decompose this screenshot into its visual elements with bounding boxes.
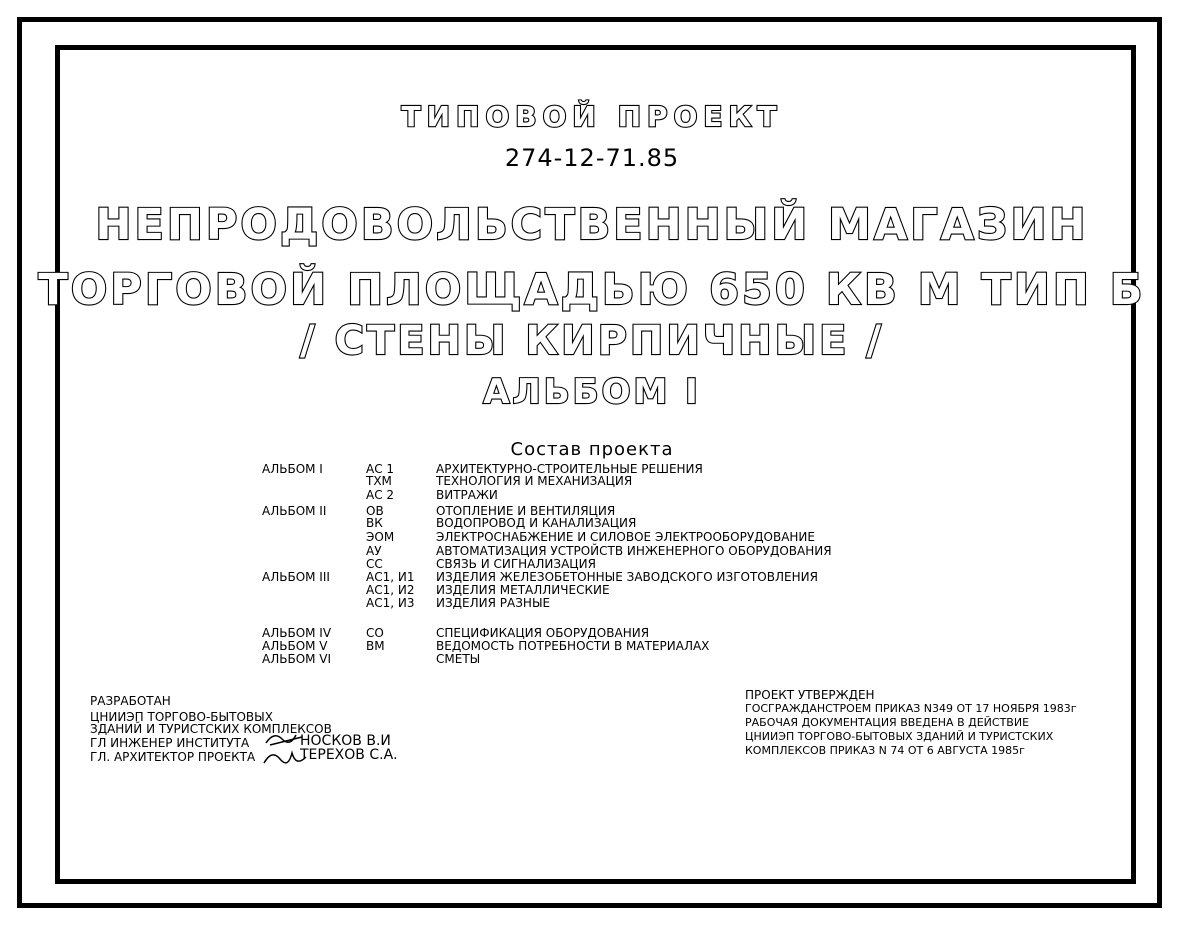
composition-desc: ИЗДЕЛИЯ ЖЕЛЕЗОБЕТОННЫЕ ЗАВОДСКОГО ИЗГОТОВЛЕНИЯ (436, 570, 818, 584)
approval-order-2: КОМПЛЕКСОВ ПРИКАЗ N 74 ОТ 6 АВГУСТА 1985г (745, 744, 1025, 757)
project-type-label: ТИПОВОЙ ПРОЕКТ (401, 100, 783, 133)
composition-desc: ЭЛЕКТРОСНАБЖЕНИЕ И СИЛОВОЕ ЭЛЕКТРООБОРУДОВАНИЕ (436, 530, 815, 544)
composition-code: СС (366, 557, 383, 571)
composition-album: АЛЬБОМ III (262, 570, 330, 584)
composition-code: ЭОМ (366, 530, 395, 544)
album-title: АЛЬБОМ I (483, 372, 701, 412)
composition-album: АЛЬБОМ IV (262, 626, 332, 640)
composition-code: ОВ (366, 504, 384, 518)
chief-engineer-role: ГЛ ИНЖЕНЕР ИНСТИТУТА (90, 736, 250, 750)
title-line-1: НЕПРОДОВОЛЬСТВЕННЫЙ МАГАЗИН (95, 200, 1089, 250)
developer-org-line2: ЗДАНИЙ И ТУРИСТСКИХ КОМПЛЕКСОВ (90, 722, 332, 736)
composition-code: АС1, И2 (366, 583, 415, 597)
composition-desc: ВОДОПРОВОД И КАНАЛИЗАЦИЯ (436, 516, 637, 530)
composition-desc: ИЗДЕЛИЯ РАЗНЫЕ (436, 596, 551, 610)
composition-code: АС 2 (366, 488, 395, 502)
project-code: 274-12-71.85 (504, 144, 680, 172)
composition-desc: ВЕДОМОСТЬ ПОТРЕБНОСТИ В МАТЕРИАЛАХ (436, 639, 710, 653)
composition-desc: ВИТРАЖИ (436, 488, 498, 502)
chief-architect-role: ГЛ. АРХИТЕКТОР ПРОЕКТА (90, 750, 256, 764)
composition-title: Состав проекта (510, 439, 674, 460)
signatures (262, 727, 310, 771)
title-line-2: ТОРГОВОЙ ПЛОЩАДЬЮ 650 КВ М ТИП Б (38, 265, 1146, 315)
developer-org-line1: ЦНИИЭП ТОРГОВО-БЫТОВЫХ (90, 710, 273, 724)
composition-album: АЛЬБОМ II (262, 504, 327, 518)
composition-code: СО (366, 626, 384, 640)
composition-code: ВМ (366, 639, 385, 653)
composition-code: ТХМ (366, 474, 392, 488)
composition-desc: АРХИТЕКТУРНО-СТРОИТЕЛЬНЫЕ РЕШЕНИЯ (436, 462, 703, 476)
chief-architect-name: ТЕРЕХОВ С.А. (300, 747, 398, 763)
composition-desc: ИЗДЕЛИЯ МЕТАЛЛИЧЕСКИЕ (436, 583, 610, 597)
composition-desc: СПЕЦИФИКАЦИЯ ОБОРУДОВАНИЯ (436, 626, 650, 640)
composition-code: АС 1 (366, 462, 395, 476)
composition-desc: АВТОМАТИЗАЦИЯ УСТРОЙСТВ ИНЖЕНЕРНОГО ОБОРУДОВАНИЯ (436, 544, 832, 558)
composition-album: АЛЬБОМ I (262, 462, 323, 476)
title-line-3: / СТЕНЫ КИРПИЧНЫЕ / (300, 318, 884, 364)
approval-org: ЦНИИЭП ТОРГОВО-БЫТОВЫХ ЗДАНИЙ И ТУРИСТСКИХ (745, 730, 1054, 743)
composition-desc: СВЯЗЬ И СИГНАЛИЗАЦИЯ (436, 557, 596, 571)
composition-desc: ТЕХНОЛОГИЯ И МЕХАНИЗАЦИЯ (436, 474, 633, 488)
approval-label: ПРОЕКТ УТВЕРЖДЕН (745, 688, 875, 702)
composition-album: АЛЬБОМ V (262, 639, 328, 653)
composition-code: ВК (366, 516, 383, 530)
chief-engineer-name: НОСКОВ В.И (300, 733, 391, 749)
composition-code: АС1, И1 (366, 570, 415, 584)
composition-code: АС1, И3 (366, 596, 415, 610)
developer-label: РАЗРАБОТАН (90, 694, 171, 708)
composition-desc: СМЕТЫ (436, 652, 481, 666)
composition-desc: ОТОПЛЕНИЕ И ВЕНТИЛЯЦИЯ (436, 504, 616, 518)
composition-code: АУ (366, 544, 382, 558)
composition-album: АЛЬБОМ VI (262, 652, 332, 666)
approval-order: ГОСГРАЖДАНСТРОЕМ ПРИКАЗ N349 ОТ 17 НОЯБРЯ 1983г (745, 702, 1077, 715)
approval-enacted: РАБОЧАЯ ДОКУМЕНТАЦИЯ ВВЕДЕНА В ДЕЙСТВИЕ (745, 716, 1030, 729)
